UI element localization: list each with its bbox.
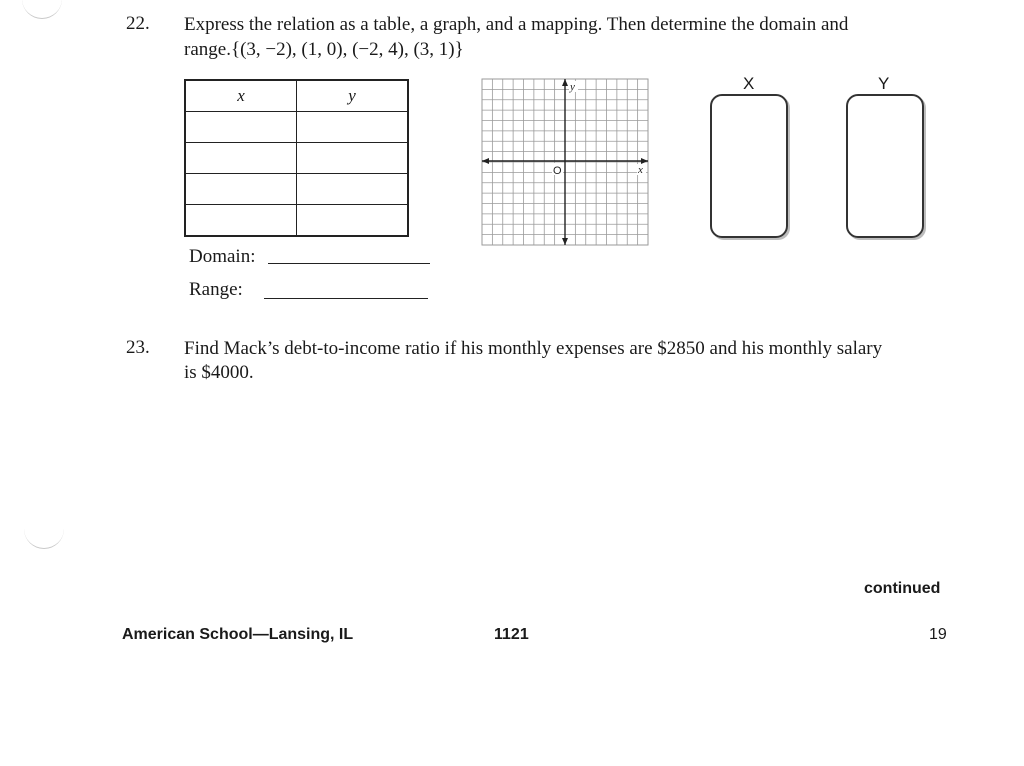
domain-answer-line[interactable]	[268, 263, 430, 264]
y-axis-label: y	[570, 81, 575, 93]
mapping-domain-oval[interactable]	[710, 94, 788, 238]
question-23-text-line2: is $4000.	[184, 362, 254, 383]
binder-hole-mark-top	[22, 0, 62, 19]
question-22-text-line1: Express the relation as a table, a graph, and a mapping. Then determine the domain and	[184, 14, 849, 35]
question-22-text-line2: range.{(3, −2), (1, 0), (−2, 4), (3, 1)}	[184, 39, 464, 60]
relation-table	[184, 79, 409, 237]
mapping-x-header: X	[743, 74, 755, 93]
table-cell-blank[interactable]	[297, 143, 409, 174]
table-cell-blank[interactable]	[185, 174, 297, 205]
table-row	[185, 205, 408, 237]
x-axis-arrow-left	[482, 158, 489, 164]
table-header-x: x	[185, 80, 297, 112]
domain-label: Domain:	[189, 246, 256, 267]
table-cell-blank[interactable]	[297, 112, 409, 143]
table-cell-blank[interactable]	[185, 112, 297, 143]
table-cell-blank[interactable]	[297, 205, 409, 237]
range-label: Range:	[189, 279, 243, 300]
table-cell-blank[interactable]	[185, 205, 297, 237]
question-23-text-line1: Find Mack’s debt-to-income ratio if his monthly expenses are $2850 and his monthly salary	[184, 338, 883, 359]
course-code: 1121	[494, 626, 529, 643]
question-22-number: 22.	[126, 13, 150, 34]
origin-label: O	[553, 165, 562, 177]
question-23-number: 23.	[126, 337, 150, 358]
table-cell-blank[interactable]	[297, 174, 409, 205]
x-axis-label: x	[638, 164, 643, 176]
binder-hole-mark-middle	[24, 526, 64, 549]
table-header-y: y	[297, 80, 409, 112]
mapping-range-oval[interactable]	[846, 94, 924, 238]
school-name: American School—Lansing, IL	[122, 626, 354, 643]
page-number: 19	[929, 626, 947, 643]
coordinate-grid	[480, 77, 652, 249]
table-row	[185, 174, 408, 205]
mapping-y-header: Y	[878, 74, 890, 93]
table-row	[185, 112, 408, 143]
y-axis-arrow-down	[562, 238, 568, 245]
y-axis-arrow-up	[562, 79, 568, 86]
table-cell-blank[interactable]	[185, 143, 297, 174]
relation-table-header	[185, 80, 408, 112]
continued-label: continued	[864, 580, 941, 597]
table-row	[185, 143, 408, 174]
range-answer-line[interactable]	[264, 298, 428, 299]
